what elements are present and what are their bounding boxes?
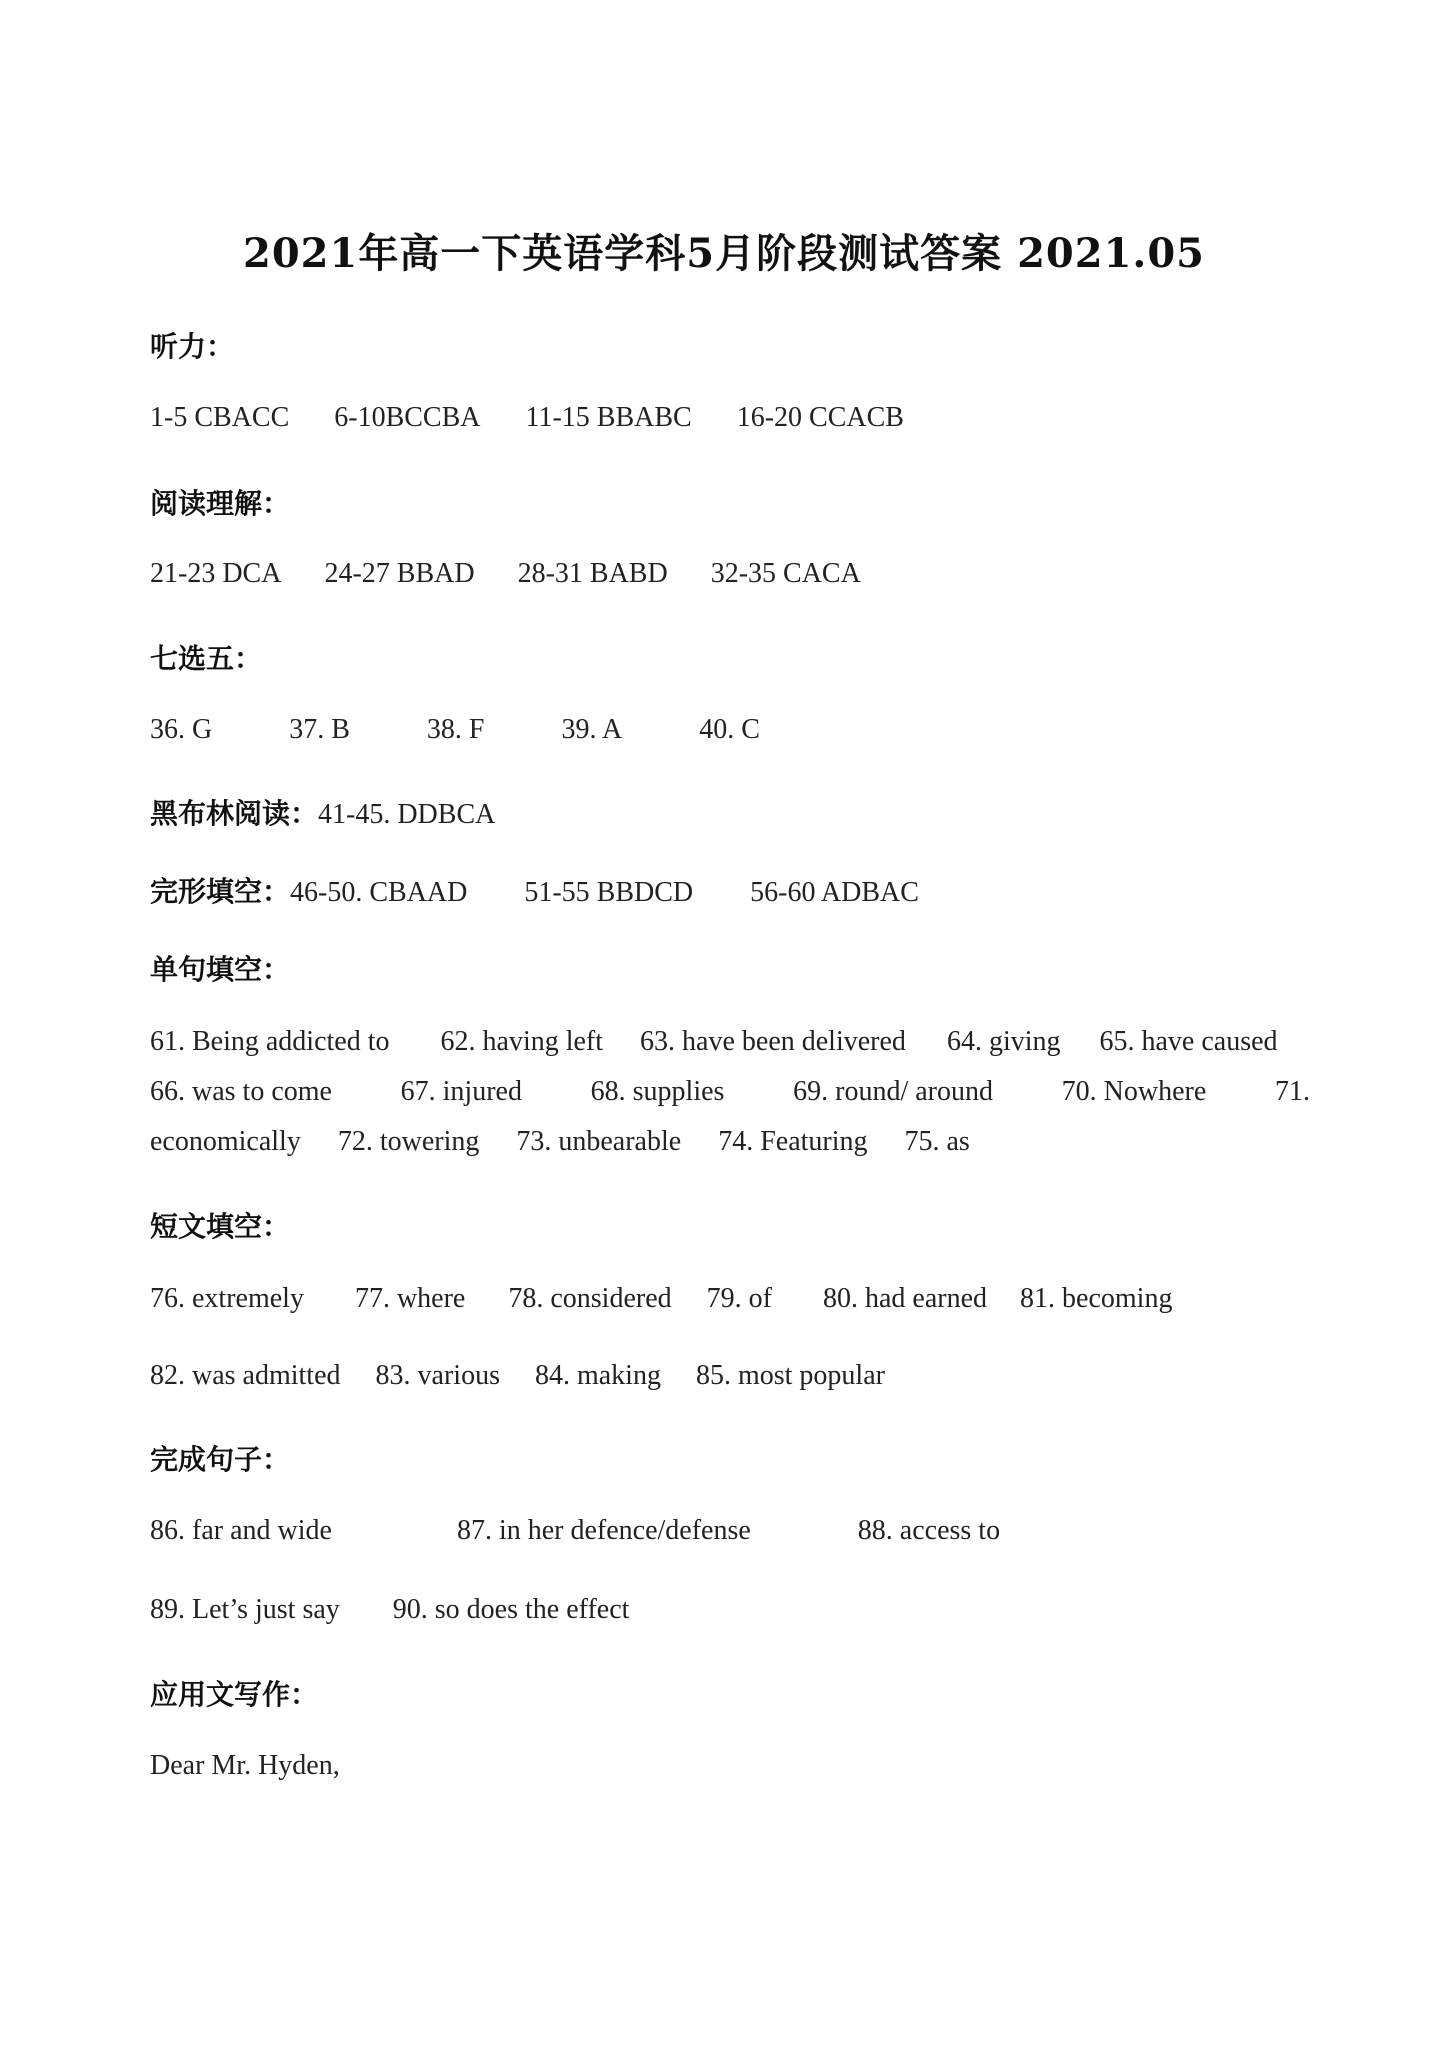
answer-item: 88. access to: [857, 1515, 1001, 1546]
sentence-fill-line-3: [150, 1126, 1004, 1158]
answer-item: 73. unbearable: [516, 1126, 682, 1157]
answer-item: 76. extremely: [150, 1283, 304, 1314]
answer-item: 65. have caused: [1099, 1026, 1278, 1057]
answer-item: 11-15 BBABC: [525, 402, 692, 433]
section-heading-listening: 听力：: [150, 330, 235, 363]
section-heading-complete-sentences: 完成句子：: [150, 1443, 291, 1476]
blackboard-reading-row: [150, 792, 495, 832]
answer-item: 24-27 BBAD: [324, 558, 475, 589]
section-heading-reading: 阅读理解：: [150, 487, 291, 520]
cloze-row: [150, 870, 969, 910]
answer-item: 6-10BCCBA: [334, 402, 481, 433]
answer-item: 32-35 CACA: [710, 558, 861, 589]
answer-item: 71.: [1274, 1076, 1310, 1107]
sentence-fill-line-2: [150, 1076, 1310, 1108]
answer-item: 85. most popular: [695, 1360, 885, 1391]
answer-item: 21-23 DCA: [150, 558, 282, 589]
answer-item: 74. Featuring: [718, 1126, 868, 1157]
seven-choose-five-answers: [150, 714, 830, 746]
section-heading-writing: 应用文写作：: [150, 1678, 319, 1711]
section-heading-seven-choose-five: 七选五：: [150, 642, 263, 675]
answer-item: 80. had earned: [822, 1283, 988, 1314]
answer-item: 89. Let’s just say: [150, 1594, 340, 1625]
answer-item: 62. having left: [440, 1026, 604, 1057]
answer-item: 40. C: [699, 714, 760, 745]
answer-item: 70. Nowhere: [1061, 1076, 1207, 1107]
answer-item: economically: [150, 1126, 301, 1157]
passage-fill-line-2: [150, 1360, 925, 1392]
reading-answers: [150, 558, 897, 590]
section-heading-sentence-fill: 单句填空：: [150, 953, 291, 986]
answer-item: 78. considered: [508, 1283, 672, 1314]
complete-sentences-line-2: [150, 1594, 675, 1626]
answer-item: 16-20 CCACB: [736, 402, 904, 433]
answer-item: 66. was to come: [150, 1076, 332, 1107]
answer-item: 51-55 BBDCD: [524, 877, 694, 908]
answer-item: 61. Being addicted to: [150, 1026, 390, 1057]
answer-item: 86. far and wide: [150, 1515, 332, 1546]
answer-item: 38. F: [426, 714, 485, 745]
answer-item: 82. was admitted: [150, 1360, 341, 1391]
answer-item: 69. round/ around: [793, 1076, 993, 1107]
answer-item: 63. have been delivered: [640, 1026, 906, 1057]
answer-item: 72. towering: [337, 1126, 480, 1157]
answer-item: 68. supplies: [590, 1076, 725, 1107]
writing-salutation: Dear Mr. Hyden,: [150, 1750, 340, 1781]
answer-item: 39. A: [561, 714, 623, 745]
sentence-fill-line-1: [150, 1026, 1278, 1058]
answer-item: 37. B: [289, 714, 350, 745]
answer-item: 41-45. DDBCA: [318, 799, 496, 830]
answer-item: 64. giving: [946, 1026, 1061, 1057]
passage-fill-line-1: [150, 1283, 1212, 1315]
answer-item: 81. becoming: [1020, 1283, 1173, 1314]
answer-item: 79. of: [706, 1283, 772, 1314]
answer-item: 1-5 CBACC: [150, 402, 290, 433]
answer-item: 75. as: [904, 1126, 970, 1157]
answer-item: 83. various: [375, 1360, 500, 1391]
answer-item: 90. so does the effect: [392, 1594, 630, 1625]
answer-item: 46-50. CBAAD: [290, 877, 468, 908]
answer-item: 77. where: [354, 1283, 466, 1314]
answer-item: 36. G: [150, 714, 213, 745]
section-heading-blackboard-reading: 黑布林阅读：: [150, 797, 319, 830]
answer-item: 67. injured: [400, 1076, 522, 1107]
answer-item: 87. in her defence/defense: [456, 1515, 751, 1546]
answer-item: 84. making: [534, 1360, 661, 1391]
listening-answers: [150, 402, 942, 434]
section-heading-passage-fill: 短文填空：: [150, 1210, 291, 1243]
section-heading-cloze: 完形填空：: [150, 875, 291, 908]
complete-sentences-line-1: [150, 1515, 1116, 1547]
answer-item: 28-31 BABD: [517, 558, 668, 589]
page-title: 2021年高一下英语学科5月阶段测试答案 2021.05: [242, 230, 1205, 277]
answer-item: 56-60 ADBAC: [750, 877, 919, 908]
